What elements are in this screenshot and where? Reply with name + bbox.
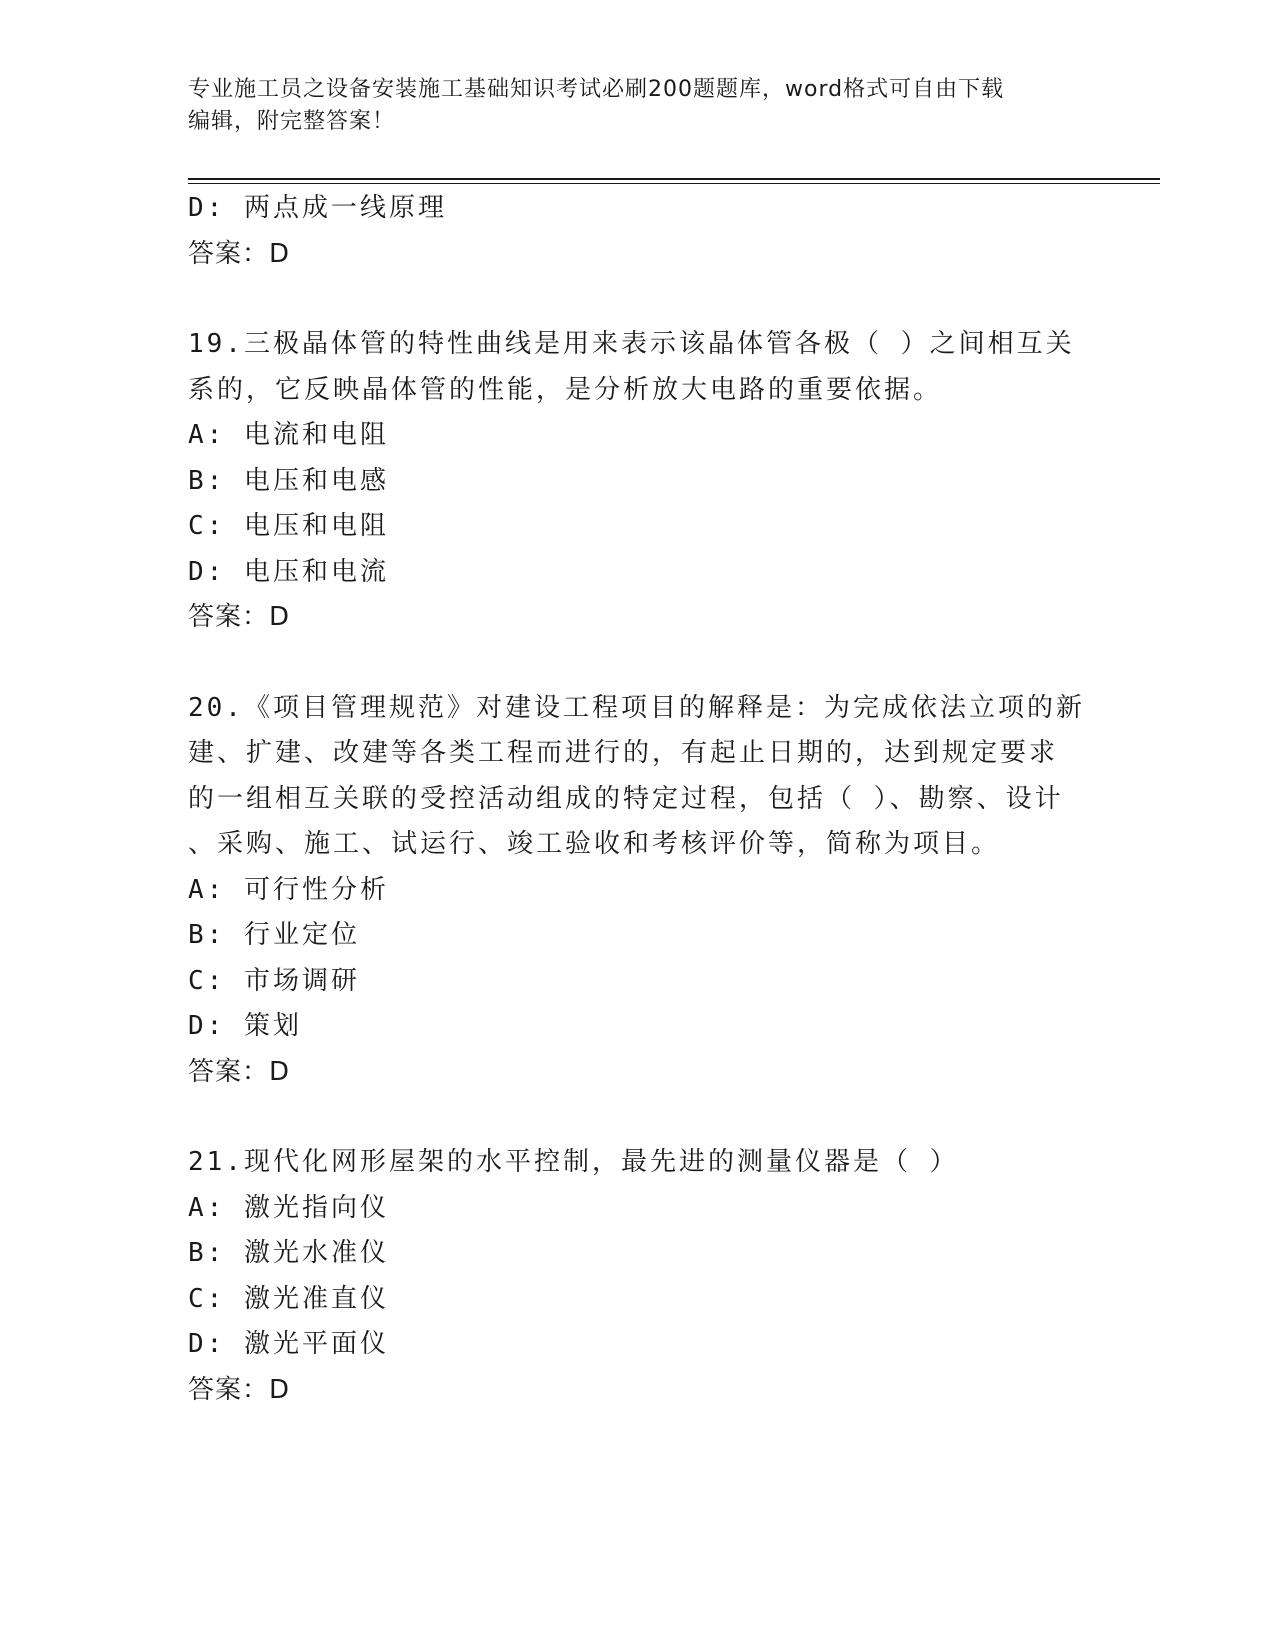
question-18-tail — [188, 186, 1088, 277]
option-d: D: 电压和电流 — [188, 556, 389, 587]
option-d: D: 激光平面仪 — [188, 1329, 389, 1359]
header-title-line-2: 编辑，附完整答案！ — [188, 109, 396, 134]
spacer — [188, 641, 1088, 686]
answer-line: 答案：D — [188, 1056, 291, 1087]
header-divider-thin — [188, 183, 1160, 184]
option-a: A: 激光指向仪 — [188, 1192, 389, 1223]
question-21 — [188, 1140, 1088, 1413]
question-text-line-1: 20.《项目管理规范》对建设工程项目的解释是：为完成依法立项的新 — [188, 692, 1085, 723]
question-text-line-3: 的一组相互关联的受控活动组成的特定过程，包括（ ）、勘察、设计 — [188, 783, 1064, 814]
option-d: D: 两点成一线原理 — [188, 193, 447, 223]
question-text-line-4: 、采购、施工、试运行、竣工验收和考核评价等，简称为项目。 — [188, 829, 1001, 859]
option-d: D: 策划 — [188, 1011, 302, 1041]
document-header — [188, 74, 1088, 138]
question-19 — [188, 322, 1088, 641]
option-b: B: 行业定位 — [188, 920, 360, 950]
option-c: C: 电压和电阻 — [188, 511, 389, 541]
answer-line: 答案：D — [188, 602, 291, 632]
option-c: C: 市场调研 — [188, 965, 360, 996]
spacer — [188, 1095, 1088, 1140]
option-a: A: 电流和电阻 — [188, 420, 389, 450]
header-title-line-1: 专业施工员之设备安装施工基础知识考试必刷200题题库，word格式可自由下载 — [188, 77, 1005, 102]
question-20 — [188, 686, 1088, 1096]
question-text-line-1: 21.现代化网形屋架的水平控制，最先进的测量仪器是（ ） — [188, 1147, 959, 1177]
question-list — [188, 186, 1088, 1413]
spacer — [188, 277, 1088, 322]
question-text-line-2: 系的，它反映晶体管的性能，是分析放大电路的重要依据。 — [188, 374, 943, 405]
answer-line: 答案：D — [188, 1374, 291, 1405]
header-divider-thick — [188, 178, 1160, 180]
option-b: B: 激光水准仪 — [188, 1238, 389, 1268]
option-a: A: 可行性分析 — [188, 874, 389, 905]
option-c: C: 激光准直仪 — [188, 1283, 389, 1314]
answer-line: 答案：D — [188, 238, 291, 269]
question-text-line-2: 建、扩建、改建等各类工程而进行的，有起止日期的，达到规定要求 — [188, 738, 1059, 768]
question-text-line-1: 19.三极晶体管的特性曲线是用来表示该晶体管各极（ ）之间相互关 — [188, 329, 1075, 359]
option-b: B: 电压和电感 — [188, 465, 389, 496]
